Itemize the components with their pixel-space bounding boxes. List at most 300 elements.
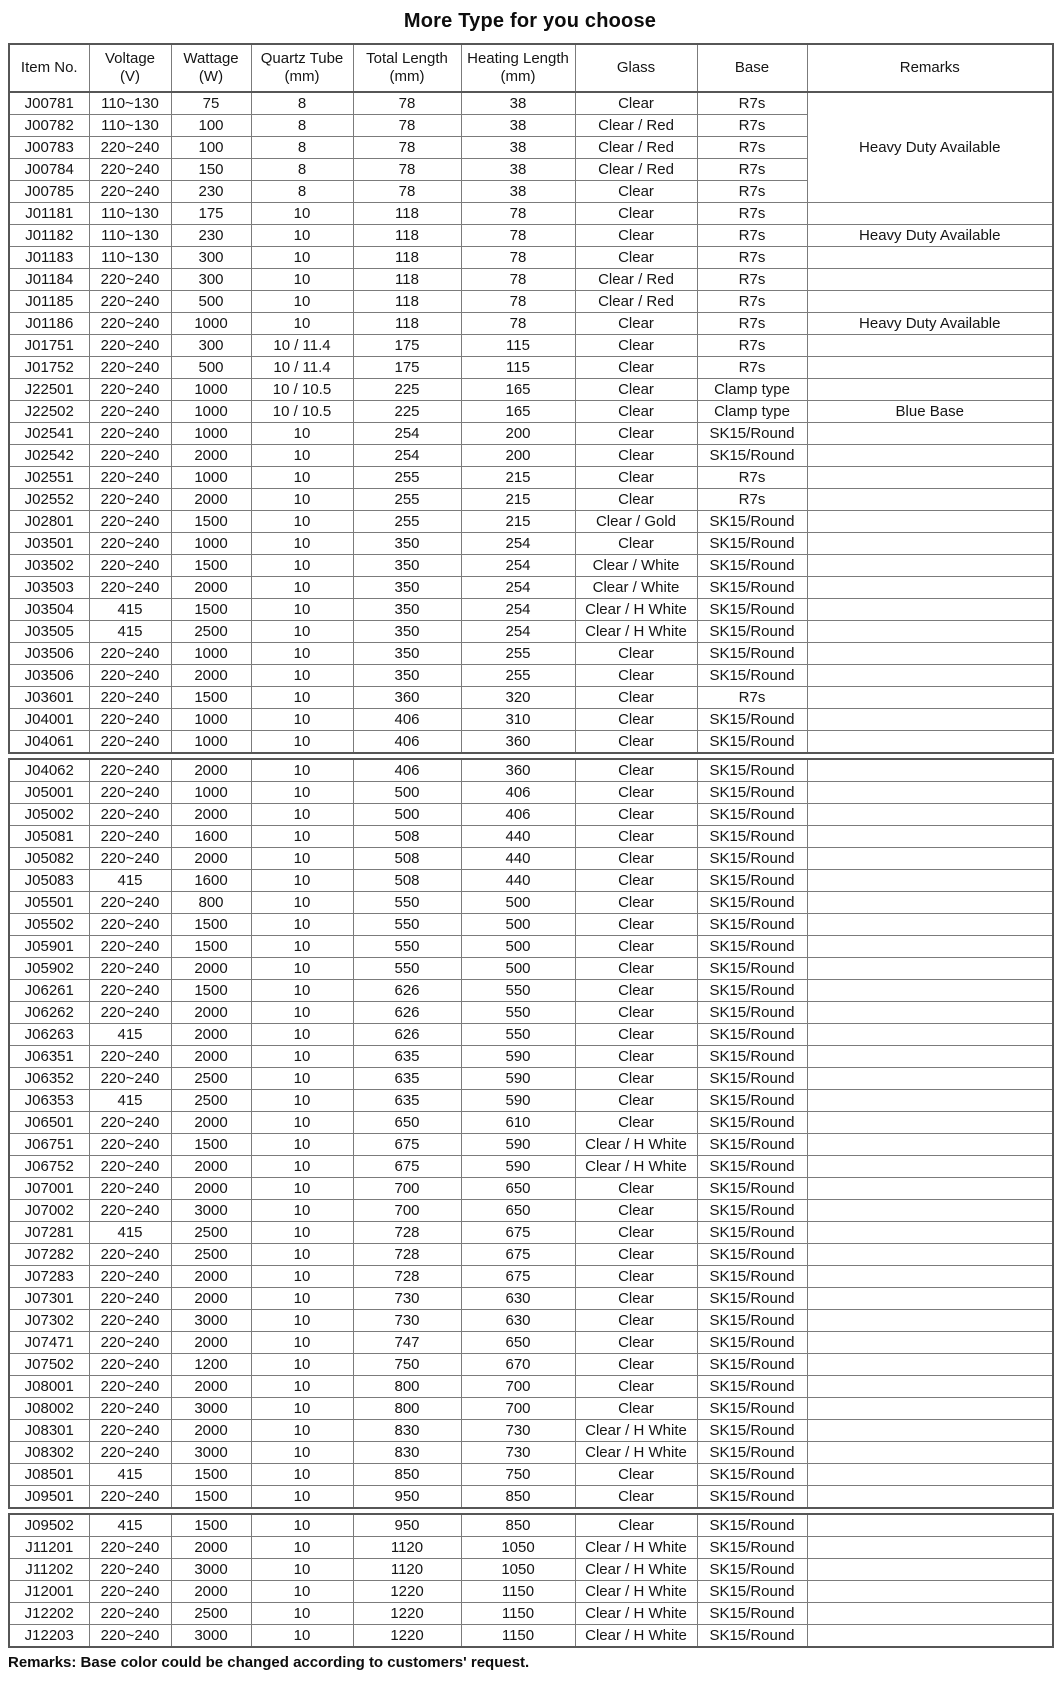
- cell-item-no: J02801: [9, 511, 89, 533]
- cell-total-length: 118: [353, 313, 461, 335]
- cell-quartz-tube: 10: [251, 782, 353, 804]
- table-row: [9, 643, 1053, 665]
- table-row: [9, 577, 1053, 599]
- cell-wattage: 2500: [171, 1068, 251, 1090]
- cell-heating-length: 550: [461, 1002, 575, 1024]
- cell-total-length: 78: [353, 137, 461, 159]
- cell-glass: Clear: [575, 379, 697, 401]
- cell-glass: Clear / H White: [575, 1625, 697, 1648]
- cell-wattage: 500: [171, 291, 251, 313]
- cell-wattage: 800: [171, 892, 251, 914]
- cell-remarks: [807, 577, 1053, 599]
- cell-total-length: 728: [353, 1222, 461, 1244]
- cell-wattage: 2000: [171, 1024, 251, 1046]
- cell-heating-length: 730: [461, 1420, 575, 1442]
- table-row: [9, 936, 1053, 958]
- cell-base: SK15/Round: [697, 958, 807, 980]
- cell-voltage: 220~240: [89, 958, 171, 980]
- cell-voltage: 220~240: [89, 1112, 171, 1134]
- cell-glass: Clear: [575, 1178, 697, 1200]
- cell-wattage: 300: [171, 335, 251, 357]
- cell-remarks: [807, 1178, 1053, 1200]
- cell-heating-length: 850: [461, 1486, 575, 1509]
- cell-remarks: [807, 1354, 1053, 1376]
- cell-quartz-tube: 10: [251, 1581, 353, 1603]
- cell-base: SK15/Round: [697, 1625, 807, 1648]
- cell-voltage: 220~240: [89, 313, 171, 335]
- cell-voltage: 220~240: [89, 1420, 171, 1442]
- cell-quartz-tube: 10: [251, 1625, 353, 1648]
- cell-quartz-tube: 10: [251, 1046, 353, 1068]
- cell-item-no: J01183: [9, 247, 89, 269]
- cell-heating-length: 254: [461, 599, 575, 621]
- cell-item-no: J12001: [9, 1581, 89, 1603]
- cell-total-length: 350: [353, 599, 461, 621]
- cell-voltage: 220~240: [89, 555, 171, 577]
- cell-base: Clamp type: [697, 379, 807, 401]
- cell-remarks: [807, 1024, 1053, 1046]
- cell-voltage: 220~240: [89, 511, 171, 533]
- cell-remarks: [807, 247, 1053, 269]
- cell-base: R7s: [697, 115, 807, 137]
- cell-voltage: 220~240: [89, 782, 171, 804]
- cell-glass: Clear: [575, 1112, 697, 1134]
- cell-base: R7s: [697, 247, 807, 269]
- cell-total-length: 350: [353, 533, 461, 555]
- cell-item-no: J07301: [9, 1288, 89, 1310]
- cell-glass: Clear: [575, 1222, 697, 1244]
- cell-item-no: J12202: [9, 1603, 89, 1625]
- cell-total-length: 118: [353, 247, 461, 269]
- table-row: [9, 804, 1053, 826]
- cell-item-no: J02541: [9, 423, 89, 445]
- cell-remarks: [807, 826, 1053, 848]
- table-row: [9, 759, 1053, 782]
- cell-wattage: 1500: [171, 1134, 251, 1156]
- cell-heating-length: 650: [461, 1332, 575, 1354]
- cell-remarks: [807, 1581, 1053, 1603]
- spec-table-header: [9, 44, 1053, 92]
- cell-total-length: 360: [353, 687, 461, 709]
- cell-wattage: 2000: [171, 1002, 251, 1024]
- cell-remarks: [807, 936, 1053, 958]
- table-row: [9, 1200, 1053, 1222]
- cell-remarks: [807, 335, 1053, 357]
- cell-quartz-tube: 10: [251, 1464, 353, 1486]
- cell-glass: Clear: [575, 313, 697, 335]
- cell-remarks: [807, 687, 1053, 709]
- cell-total-length: 350: [353, 665, 461, 687]
- cell-base: SK15/Round: [697, 423, 807, 445]
- cell-wattage: 1000: [171, 467, 251, 489]
- cell-voltage: 220~240: [89, 665, 171, 687]
- cell-voltage: 220~240: [89, 980, 171, 1002]
- cell-heating-length: 750: [461, 1464, 575, 1486]
- cell-heating-length: 675: [461, 1244, 575, 1266]
- cell-total-length: 508: [353, 870, 461, 892]
- cell-total-length: 1120: [353, 1559, 461, 1581]
- cell-item-no: J05901: [9, 936, 89, 958]
- cell-remarks: [807, 1537, 1053, 1559]
- cell-base: SK15/Round: [697, 1420, 807, 1442]
- cell-remarks: [807, 870, 1053, 892]
- cell-item-no: J05081: [9, 826, 89, 848]
- cell-heating-length: 850: [461, 1514, 575, 1537]
- cell-glass: Clear: [575, 936, 697, 958]
- cell-glass: Clear: [575, 489, 697, 511]
- cell-item-no: J03601: [9, 687, 89, 709]
- cell-remarks: [807, 709, 1053, 731]
- cell-wattage: 150: [171, 159, 251, 181]
- cell-remarks: [807, 1244, 1053, 1266]
- table-row: [9, 1559, 1053, 1581]
- cell-total-length: 1120: [353, 1537, 461, 1559]
- cell-glass: Clear: [575, 1376, 697, 1398]
- cell-voltage: 110~130: [89, 92, 171, 115]
- cell-base: SK15/Round: [697, 1068, 807, 1090]
- cell-wattage: 75: [171, 92, 251, 115]
- cell-total-length: 500: [353, 782, 461, 804]
- cell-glass: Clear: [575, 687, 697, 709]
- cell-wattage: 230: [171, 225, 251, 247]
- cell-wattage: 2000: [171, 958, 251, 980]
- cell-voltage: 220~240: [89, 137, 171, 159]
- table-row: [9, 203, 1053, 225]
- cell-quartz-tube: 10: [251, 1288, 353, 1310]
- cell-total-length: 255: [353, 489, 461, 511]
- cell-quartz-tube: 10: [251, 826, 353, 848]
- cell-voltage: 220~240: [89, 1398, 171, 1420]
- cell-quartz-tube: 10 / 11.4: [251, 335, 353, 357]
- cell-remarks: [807, 1514, 1053, 1537]
- cell-total-length: 1220: [353, 1603, 461, 1625]
- cell-item-no: J07002: [9, 1200, 89, 1222]
- cell-voltage: 220~240: [89, 1068, 171, 1090]
- table-row: [9, 335, 1053, 357]
- cell-quartz-tube: 10: [251, 1002, 353, 1024]
- cell-glass: Clear / White: [575, 577, 697, 599]
- cell-item-no: J01184: [9, 269, 89, 291]
- cell-remarks: [807, 203, 1053, 225]
- cell-glass: Clear: [575, 1514, 697, 1537]
- cell-wattage: 1000: [171, 643, 251, 665]
- cell-glass: Clear: [575, 958, 697, 980]
- cell-remarks: [807, 423, 1053, 445]
- table-row: [9, 1112, 1053, 1134]
- cell-remarks: [807, 1420, 1053, 1442]
- cell-quartz-tube: 10: [251, 1200, 353, 1222]
- cell-quartz-tube: 10: [251, 1398, 353, 1420]
- cell-item-no: J09501: [9, 1486, 89, 1509]
- cell-quartz-tube: 10: [251, 1420, 353, 1442]
- cell-item-no: J06353: [9, 1090, 89, 1112]
- cell-voltage: 220~240: [89, 687, 171, 709]
- cell-total-length: 1220: [353, 1581, 461, 1603]
- cell-heating-length: 360: [461, 759, 575, 782]
- cell-base: SK15/Round: [697, 533, 807, 555]
- cell-quartz-tube: 10: [251, 1332, 353, 1354]
- cell-glass: Clear: [575, 225, 697, 247]
- cell-heating-length: 650: [461, 1178, 575, 1200]
- cell-voltage: 220~240: [89, 489, 171, 511]
- cell-base: SK15/Round: [697, 555, 807, 577]
- cell-voltage: 220~240: [89, 848, 171, 870]
- cell-remarks: [807, 892, 1053, 914]
- cell-heating-length: 38: [461, 181, 575, 203]
- cell-quartz-tube: 10: [251, 1442, 353, 1464]
- table-row: [9, 1376, 1053, 1398]
- cell-heating-length: 215: [461, 467, 575, 489]
- cell-total-length: 118: [353, 225, 461, 247]
- cell-heating-length: 78: [461, 313, 575, 335]
- cell-remarks: [807, 665, 1053, 687]
- cell-item-no: J05001: [9, 782, 89, 804]
- cell-total-length: 626: [353, 980, 461, 1002]
- cell-remarks: [807, 848, 1053, 870]
- cell-remarks: [807, 599, 1053, 621]
- cell-wattage: 1000: [171, 313, 251, 335]
- cell-total-length: 830: [353, 1420, 461, 1442]
- cell-total-length: 175: [353, 335, 461, 357]
- table-row: [9, 1244, 1053, 1266]
- cell-heating-length: 406: [461, 804, 575, 826]
- cell-item-no: J01181: [9, 203, 89, 225]
- cell-base: SK15/Round: [697, 1514, 807, 1537]
- cell-wattage: 2000: [171, 804, 251, 826]
- cell-item-no: J06263: [9, 1024, 89, 1046]
- cell-voltage: 220~240: [89, 1376, 171, 1398]
- cell-base: SK15/Round: [697, 1464, 807, 1486]
- cell-voltage: 415: [89, 1024, 171, 1046]
- cell-wattage: 2500: [171, 1090, 251, 1112]
- cell-voltage: 220~240: [89, 914, 171, 936]
- cell-glass: Clear: [575, 357, 697, 379]
- cell-total-length: 800: [353, 1398, 461, 1420]
- cell-item-no: J05082: [9, 848, 89, 870]
- cell-heating-length: 165: [461, 401, 575, 423]
- cell-heating-length: 500: [461, 958, 575, 980]
- cell-glass: Clear: [575, 401, 697, 423]
- cell-voltage: 220~240: [89, 1046, 171, 1068]
- column-header-remarks: Remarks: [807, 44, 1053, 92]
- cell-item-no: J07283: [9, 1266, 89, 1288]
- cell-base: SK15/Round: [697, 1178, 807, 1200]
- cell-glass: Clear: [575, 1244, 697, 1266]
- cell-total-length: 750: [353, 1354, 461, 1376]
- cell-item-no: J05902: [9, 958, 89, 980]
- cell-item-no: J02542: [9, 445, 89, 467]
- cell-glass: Clear: [575, 1354, 697, 1376]
- cell-quartz-tube: 10: [251, 1134, 353, 1156]
- spec-table-section-3: [8, 1513, 1054, 1648]
- cell-item-no: J05502: [9, 914, 89, 936]
- cell-total-length: 1220: [353, 1625, 461, 1648]
- cell-remarks: [807, 533, 1053, 555]
- cell-quartz-tube: 10: [251, 1603, 353, 1625]
- cell-base: SK15/Round: [697, 1332, 807, 1354]
- cell-remarks: [807, 489, 1053, 511]
- cell-total-length: 254: [353, 423, 461, 445]
- cell-item-no: J06352: [9, 1068, 89, 1090]
- cell-base: SK15/Round: [697, 1354, 807, 1376]
- cell-quartz-tube: 8: [251, 92, 353, 115]
- cell-heating-length: 200: [461, 423, 575, 445]
- cell-remarks: [807, 379, 1053, 401]
- table-row: [9, 1156, 1053, 1178]
- cell-glass: Clear: [575, 1486, 697, 1509]
- cell-heating-length: 406: [461, 782, 575, 804]
- cell-remarks: [807, 357, 1053, 379]
- cell-glass: Clear: [575, 759, 697, 782]
- cell-total-length: 747: [353, 1332, 461, 1354]
- cell-glass: Clear: [575, 1024, 697, 1046]
- cell-base: SK15/Round: [697, 1134, 807, 1156]
- cell-glass: Clear: [575, 892, 697, 914]
- cell-glass: Clear: [575, 643, 697, 665]
- cell-wattage: 1000: [171, 533, 251, 555]
- cell-wattage: 2000: [171, 1288, 251, 1310]
- cell-total-length: 830: [353, 1442, 461, 1464]
- cell-voltage: 220~240: [89, 709, 171, 731]
- cell-item-no: J01752: [9, 357, 89, 379]
- cell-total-length: 850: [353, 1464, 461, 1486]
- table-row: [9, 980, 1053, 1002]
- cell-remarks: [807, 1156, 1053, 1178]
- cell-glass: Clear: [575, 848, 697, 870]
- cell-quartz-tube: 10: [251, 511, 353, 533]
- cell-heating-length: 255: [461, 665, 575, 687]
- cell-total-length: 675: [353, 1134, 461, 1156]
- cell-heating-length: 254: [461, 621, 575, 643]
- cell-heating-length: 670: [461, 1354, 575, 1376]
- cell-glass: Clear / H White: [575, 1559, 697, 1581]
- cell-voltage: 220~240: [89, 1310, 171, 1332]
- cell-item-no: J01186: [9, 313, 89, 335]
- cell-remarks: [807, 958, 1053, 980]
- cell-item-no: J03505: [9, 621, 89, 643]
- cell-remarks: [807, 555, 1053, 577]
- cell-total-length: 550: [353, 914, 461, 936]
- cell-glass: Clear / H White: [575, 1156, 697, 1178]
- cell-heating-length: 630: [461, 1310, 575, 1332]
- cell-item-no: J05083: [9, 870, 89, 892]
- cell-wattage: 3000: [171, 1442, 251, 1464]
- cell-total-length: 635: [353, 1046, 461, 1068]
- cell-item-no: J01185: [9, 291, 89, 313]
- cell-heating-length: 78: [461, 269, 575, 291]
- cell-base: SK15/Round: [697, 848, 807, 870]
- table-row: [9, 1002, 1053, 1024]
- cell-item-no: J00784: [9, 159, 89, 181]
- cell-base: SK15/Round: [697, 1244, 807, 1266]
- cell-item-no: J07471: [9, 1332, 89, 1354]
- cell-base: SK15/Round: [697, 1112, 807, 1134]
- cell-glass: Clear: [575, 467, 697, 489]
- cell-quartz-tube: 10: [251, 936, 353, 958]
- cell-heating-length: 730: [461, 1442, 575, 1464]
- cell-glass: Clear: [575, 1046, 697, 1068]
- cell-item-no: J22501: [9, 379, 89, 401]
- cell-item-no: J09502: [9, 1514, 89, 1537]
- cell-voltage: 220~240: [89, 1486, 171, 1509]
- cell-total-length: 255: [353, 467, 461, 489]
- cell-voltage: 220~240: [89, 159, 171, 181]
- cell-remarks: [807, 1002, 1053, 1024]
- cell-glass: Clear / H White: [575, 1603, 697, 1625]
- cell-voltage: 220~240: [89, 577, 171, 599]
- cell-total-length: 650: [353, 1112, 461, 1134]
- cell-heating-length: 78: [461, 203, 575, 225]
- cell-total-length: 728: [353, 1266, 461, 1288]
- cell-quartz-tube: 10: [251, 1537, 353, 1559]
- cell-base: R7s: [697, 357, 807, 379]
- cell-base: R7s: [697, 335, 807, 357]
- cell-base: R7s: [697, 225, 807, 247]
- cell-remarks: [807, 621, 1053, 643]
- cell-base: SK15/Round: [697, 936, 807, 958]
- cell-quartz-tube: 8: [251, 159, 353, 181]
- cell-base: R7s: [697, 269, 807, 291]
- cell-base: SK15/Round: [697, 892, 807, 914]
- cell-base: R7s: [697, 313, 807, 335]
- cell-glass: Clear: [575, 1332, 697, 1354]
- cell-glass: Clear: [575, 533, 697, 555]
- cell-quartz-tube: 10: [251, 533, 353, 555]
- cell-glass: Clear / Red: [575, 115, 697, 137]
- table-row: [9, 914, 1053, 936]
- cell-quartz-tube: 10: [251, 687, 353, 709]
- cell-quartz-tube: 10: [251, 555, 353, 577]
- cell-total-length: 406: [353, 759, 461, 782]
- table-row: [9, 1581, 1053, 1603]
- cell-total-length: 350: [353, 643, 461, 665]
- table-row: [9, 1222, 1053, 1244]
- table-row: [9, 1514, 1053, 1537]
- cell-heating-length: 440: [461, 826, 575, 848]
- cell-total-length: 225: [353, 379, 461, 401]
- cell-total-length: 78: [353, 159, 461, 181]
- cell-voltage: 220~240: [89, 1354, 171, 1376]
- cell-total-length: 700: [353, 1200, 461, 1222]
- cell-item-no: J04001: [9, 709, 89, 731]
- cell-quartz-tube: 10: [251, 203, 353, 225]
- cell-base: R7s: [697, 92, 807, 115]
- cell-voltage: 415: [89, 870, 171, 892]
- cell-glass: Clear / Red: [575, 291, 697, 313]
- cell-remarks: [807, 1090, 1053, 1112]
- cell-item-no: J07502: [9, 1354, 89, 1376]
- table-row: [9, 1178, 1053, 1200]
- cell-item-no: J11201: [9, 1537, 89, 1559]
- cell-item-no: J03503: [9, 577, 89, 599]
- cell-glass: Clear: [575, 1266, 697, 1288]
- cell-item-no: J00783: [9, 137, 89, 159]
- cell-total-length: 118: [353, 203, 461, 225]
- cell-item-no: J08302: [9, 1442, 89, 1464]
- cell-total-length: 175: [353, 357, 461, 379]
- cell-voltage: 415: [89, 1464, 171, 1486]
- table-row: [9, 848, 1053, 870]
- cell-glass: Clear: [575, 1200, 697, 1222]
- cell-quartz-tube: 10: [251, 804, 353, 826]
- cell-wattage: 3000: [171, 1200, 251, 1222]
- cell-quartz-tube: 10: [251, 445, 353, 467]
- cell-voltage: 415: [89, 621, 171, 643]
- column-header-base: Base: [697, 44, 807, 92]
- page-title: More Type for you choose: [403, 10, 657, 32]
- cell-total-length: 500: [353, 804, 461, 826]
- cell-quartz-tube: 10: [251, 643, 353, 665]
